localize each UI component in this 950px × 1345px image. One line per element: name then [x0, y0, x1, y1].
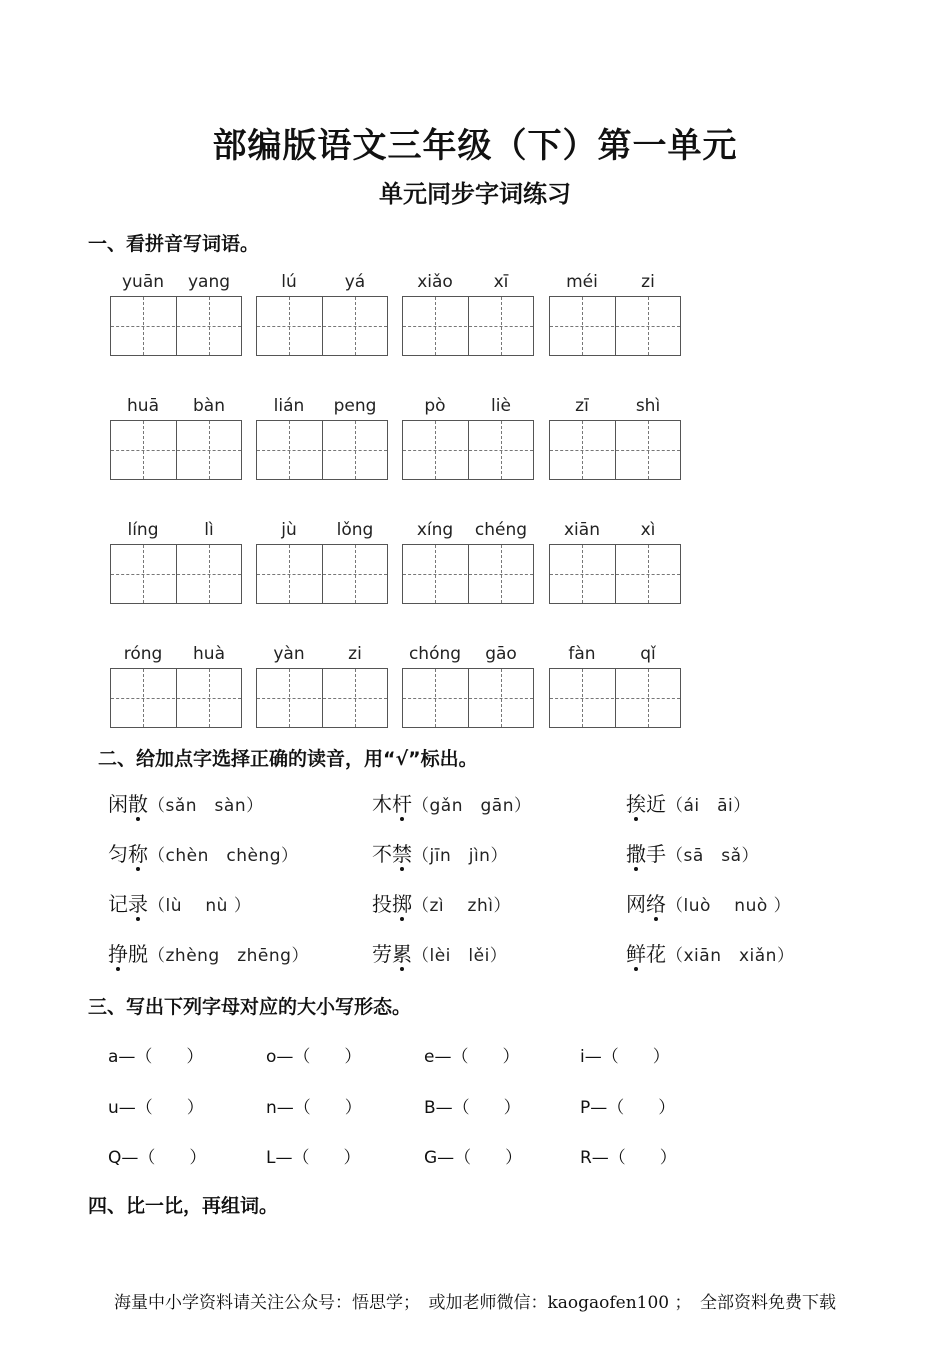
pinyin-label: liè: [491, 396, 511, 416]
writing-box[interactable]: [549, 544, 681, 604]
pinyin-label: jù: [281, 520, 297, 540]
reading-item: [626, 838, 759, 867]
section-1-heading: 一、看拼音写词语。: [88, 233, 260, 255]
reading-item: [372, 938, 507, 967]
reading-item: [108, 938, 309, 967]
writing-box[interactable]: [256, 296, 388, 356]
pinyin-label: gāo: [485, 644, 517, 664]
writing-box[interactable]: [256, 420, 388, 480]
writing-box[interactable]: [549, 420, 681, 480]
pinyin-label: líng: [127, 520, 159, 540]
dotted-char: 称: [128, 842, 148, 866]
letter-item[interactable]: Q—（ ）: [108, 1148, 207, 1168]
writing-box[interactable]: [402, 296, 534, 356]
plain-char: 劳: [372, 942, 392, 966]
plain-char: 脱: [128, 942, 148, 966]
letter-item[interactable]: P—（ ）: [580, 1098, 676, 1118]
pinyin-label: yang: [187, 272, 231, 292]
writing-box[interactable]: [256, 544, 388, 604]
pinyin-label: qǐ: [640, 644, 656, 664]
pinyin-label: zi: [641, 272, 655, 292]
letter-item[interactable]: e—（ ）: [424, 1047, 520, 1067]
reading-item: [108, 838, 299, 867]
reading-options[interactable]: （gǎn gān）: [412, 796, 532, 816]
reading-options[interactable]: （ái āi）: [666, 796, 751, 816]
writing-box[interactable]: [402, 668, 534, 728]
reading-item: [108, 888, 251, 917]
pinyin-label: huā: [127, 396, 159, 416]
pinyin-label: xī: [493, 272, 509, 292]
pinyin-label: yàn: [273, 644, 305, 664]
letter-item[interactable]: L—（ ）: [266, 1148, 361, 1168]
dotted-char: 累: [392, 942, 412, 966]
pinyin-label: yuān: [121, 272, 165, 292]
writing-box[interactable]: [110, 296, 242, 356]
letter-item[interactable]: u—（ ）: [108, 1098, 204, 1118]
plain-char: 投: [372, 892, 392, 916]
plain-char: 花: [646, 942, 666, 966]
reading-item: [372, 788, 531, 817]
section-2-heading: 二、给加点字选择正确的读音，用“√”标出。: [98, 748, 478, 770]
dotted-char: 杆: [392, 792, 412, 816]
writing-box[interactable]: [402, 544, 534, 604]
pinyin-label: chéng: [474, 520, 528, 540]
reading-item: [372, 888, 511, 917]
reading-options[interactable]: （lù nù ）: [148, 896, 252, 916]
letter-item[interactable]: i—（ ）: [580, 1047, 670, 1067]
letter-item[interactable]: G—（ ）: [424, 1148, 523, 1168]
letter-item[interactable]: a—（ ）: [108, 1047, 204, 1067]
pinyin-label: lǒng: [336, 520, 374, 540]
page-subtitle: 单元同步字词练习: [379, 180, 571, 208]
letter-item[interactable]: o—（ ）: [266, 1047, 362, 1067]
reading-item: [626, 938, 794, 967]
dotted-char: 散: [128, 792, 148, 816]
pinyin-label: lì: [204, 520, 214, 540]
writing-box[interactable]: [110, 668, 242, 728]
reading-options[interactable]: （zhèng zhēng）: [148, 946, 309, 966]
pinyin-label: huà: [193, 644, 225, 664]
pinyin-label: chóng: [408, 644, 462, 664]
reading-options[interactable]: （jīn jìn）: [412, 846, 508, 866]
plain-char: 近: [646, 792, 666, 816]
writing-box[interactable]: [110, 420, 242, 480]
plain-char: 木: [372, 792, 392, 816]
pinyin-label: lián: [273, 396, 305, 416]
reading-options[interactable]: （zì zhì）: [412, 896, 511, 916]
pinyin-label: xì: [640, 520, 656, 540]
reading-item: [626, 888, 791, 917]
pinyin-label: méi: [566, 272, 598, 292]
pinyin-label: fàn: [568, 644, 596, 664]
section-3-heading: 三、写出下列字母对应的大小写形态。: [88, 996, 412, 1018]
pinyin-label: bàn: [193, 396, 225, 416]
dotted-char: 撒: [626, 842, 646, 866]
writing-box[interactable]: [256, 668, 388, 728]
plain-char: 网: [626, 892, 646, 916]
reading-options[interactable]: （luò nuò ）: [666, 896, 792, 916]
section-4-heading: 四、比一比，再组词。: [88, 1195, 279, 1217]
dotted-char: 禁: [392, 842, 412, 866]
pinyin-label: xiān: [564, 520, 600, 540]
letter-item[interactable]: n—（ ）: [266, 1098, 362, 1118]
pinyin-label: róng: [123, 644, 163, 664]
letter-item[interactable]: R—（ ）: [580, 1148, 677, 1168]
reading-item: [108, 788, 264, 817]
reading-options[interactable]: （sǎn sàn）: [148, 796, 264, 816]
plain-char: 匀: [108, 842, 128, 866]
dotted-char: 挨: [626, 792, 646, 816]
pinyin-label: zī: [575, 396, 589, 416]
reading-options[interactable]: （sā sǎ）: [666, 846, 760, 866]
dotted-char: 录: [128, 892, 148, 916]
writing-box[interactable]: [402, 420, 534, 480]
plain-char: 手: [646, 842, 666, 866]
pinyin-label: xíng: [416, 520, 454, 540]
pinyin-label: pò: [424, 396, 446, 416]
reading-item: [372, 838, 508, 867]
dotted-char: 络: [646, 892, 666, 916]
reading-options[interactable]: （chèn chèng）: [148, 846, 299, 866]
pinyin-label: yá: [344, 272, 366, 292]
pinyin-label: shì: [635, 396, 661, 416]
pinyin-label: peng: [333, 396, 377, 416]
letter-item[interactable]: B—（ ）: [424, 1098, 521, 1118]
reading-item: [626, 788, 751, 817]
pinyin-label: zi: [348, 644, 362, 664]
writing-box[interactable]: [110, 544, 242, 604]
dotted-char: 挣: [108, 942, 128, 966]
plain-char: 不: [372, 842, 392, 866]
reading-options[interactable]: （lèi lěi）: [412, 946, 508, 966]
writing-box[interactable]: [549, 296, 681, 356]
dotted-char: 鲜: [626, 942, 646, 966]
footer-note: 海量中小学资料请关注公众号：悟思学； 或加老师微信：kaogaofen100 ； 全部资料免费下载: [113, 1293, 837, 1313]
plain-char: 记: [108, 892, 128, 916]
page-title: 部编版语文三年级（下）第一单元: [212, 126, 738, 166]
plain-char: 闲: [108, 792, 128, 816]
pinyin-label: lú: [281, 272, 297, 292]
reading-options[interactable]: （xiān xiǎn）: [666, 946, 795, 966]
writing-box[interactable]: [549, 668, 681, 728]
pinyin-label: xiǎo: [417, 272, 453, 292]
dotted-char: 掷: [392, 892, 412, 916]
